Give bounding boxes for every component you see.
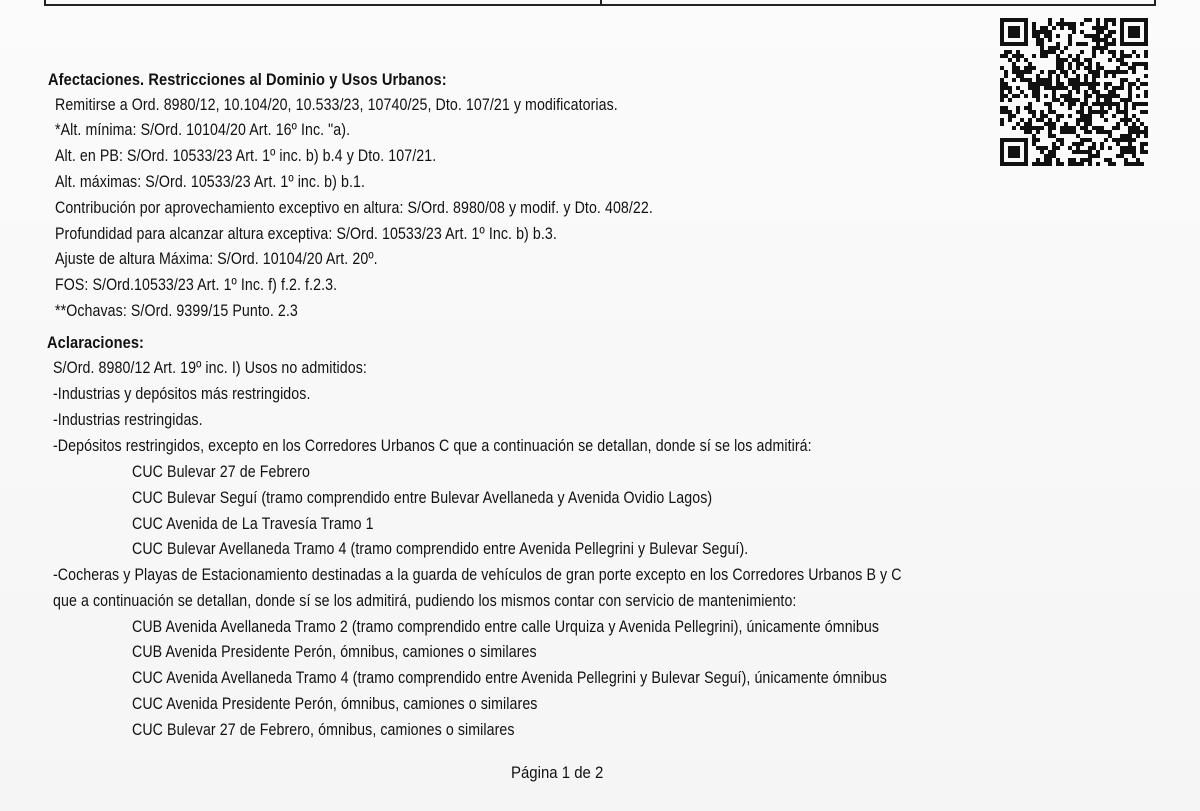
aclaraciones-line: S/Ord. 8980/12 Art. 19º inc. I) Usos no admitidos: <box>53 359 367 377</box>
afectaciones-line: *Alt. mínima: S/Ord. 10104/20 Art. 16º Inc. "a). <box>55 121 351 139</box>
afectaciones-line: Profundidad para alcanzar altura exceptiva: S/Ord. 10533/23 Art. 1º Inc. b) b.3. <box>55 225 557 243</box>
afectaciones-line: Ajuste de altura Máxima: S/Ord. 10104/20 Art. 20º. <box>55 250 378 268</box>
aclaraciones-line: -Depósitos restringidos, excepto en los Corredores Urbanos C que a continuación se detallan, donde sí se los admitirá: <box>53 437 812 455</box>
depositos-list-item: CUC Bulevar Seguí (tramo comprendido entre Bulevar Avellaneda y Avenida Ovidio Lagos) <box>132 489 713 507</box>
cocheras-list-item: CUB Avenida Avellaneda Tramo 2 (tramo comprendido entre calle Urquiza y Avenida Pellegrini), únicamente ómnibus <box>132 618 880 636</box>
aclaraciones-line: -Industrias restringidas. <box>53 411 203 429</box>
depositos-list-item: CUC Avenida de La Travesía Tramo 1 <box>132 515 374 533</box>
cocheras-list-item: CUB Avenida Presidente Perón, ómnibus, camiones o similares <box>132 643 537 661</box>
cocheras-line: -Cocheras y Playas de Estacionamiento destinadas a la guarda de vehículos de gran porte excepto en los Corredores Urbanos B y C <box>53 566 902 584</box>
qr-code-icon <box>1000 18 1148 166</box>
section-heading-afectaciones: Afectaciones. Restricciones al Dominio y Usos Urbanos: <box>48 70 447 89</box>
cocheras-list-item: CUC Avenida Avellaneda Tramo 4 (tramo comprendido entre Avenida Pellegrini y Bulevar Seguí), únicamente ómnibus <box>132 669 887 687</box>
aclaraciones-line: -Industrias y depósitos más restringidos. <box>53 385 311 403</box>
afectaciones-line: **Ochavas: S/Ord. 9399/15 Punto. 2.3 <box>55 302 298 320</box>
depositos-list-item: CUC Bulevar 27 de Febrero <box>132 463 311 481</box>
cocheras-line: que a continuación se detallan, donde sí se los admitirá, pudiendo los mismos contar con servicio de mantenimiento: <box>53 592 797 610</box>
depositos-list-item: CUC Bulevar Avellaneda Tramo 4 (tramo comprendido entre Avenida Pellegrini y Bulevar Seguí). <box>132 540 749 558</box>
top-table-border <box>44 0 1156 6</box>
cocheras-list-item: CUC Bulevar 27 de Febrero, ómnibus, camiones o similares <box>132 721 515 739</box>
section-heading-aclaraciones: Aclaraciones: <box>47 333 145 352</box>
afectaciones-line: Remitirse a Ord. 8980/12, 10.104/20, 10.533/23, 10740/25, Dto. 107/21 y modificatorias. <box>55 96 618 114</box>
afectaciones-line: Alt. en PB: S/Ord. 10533/23 Art. 1º inc. b) b.4 y Dto. 107/21. <box>55 147 437 165</box>
cocheras-list-item: CUC Avenida Presidente Perón, ómnibus, camiones o similares <box>132 695 538 713</box>
afectaciones-line: FOS: S/Ord.10533/23 Art. 1º Inc. f) f.2. f.2.3. <box>55 276 338 294</box>
afectaciones-line: Contribución por aprovechamiento exceptivo en altura: S/Ord. 8980/08 y modif. y Dto. 408/22. <box>55 199 653 217</box>
page-number: Página 1 de 2 <box>511 763 604 782</box>
afectaciones-line: Alt. máximas: S/Ord. 10533/23 Art. 1º inc. b) b.1. <box>55 173 365 191</box>
table-divider <box>600 0 602 4</box>
